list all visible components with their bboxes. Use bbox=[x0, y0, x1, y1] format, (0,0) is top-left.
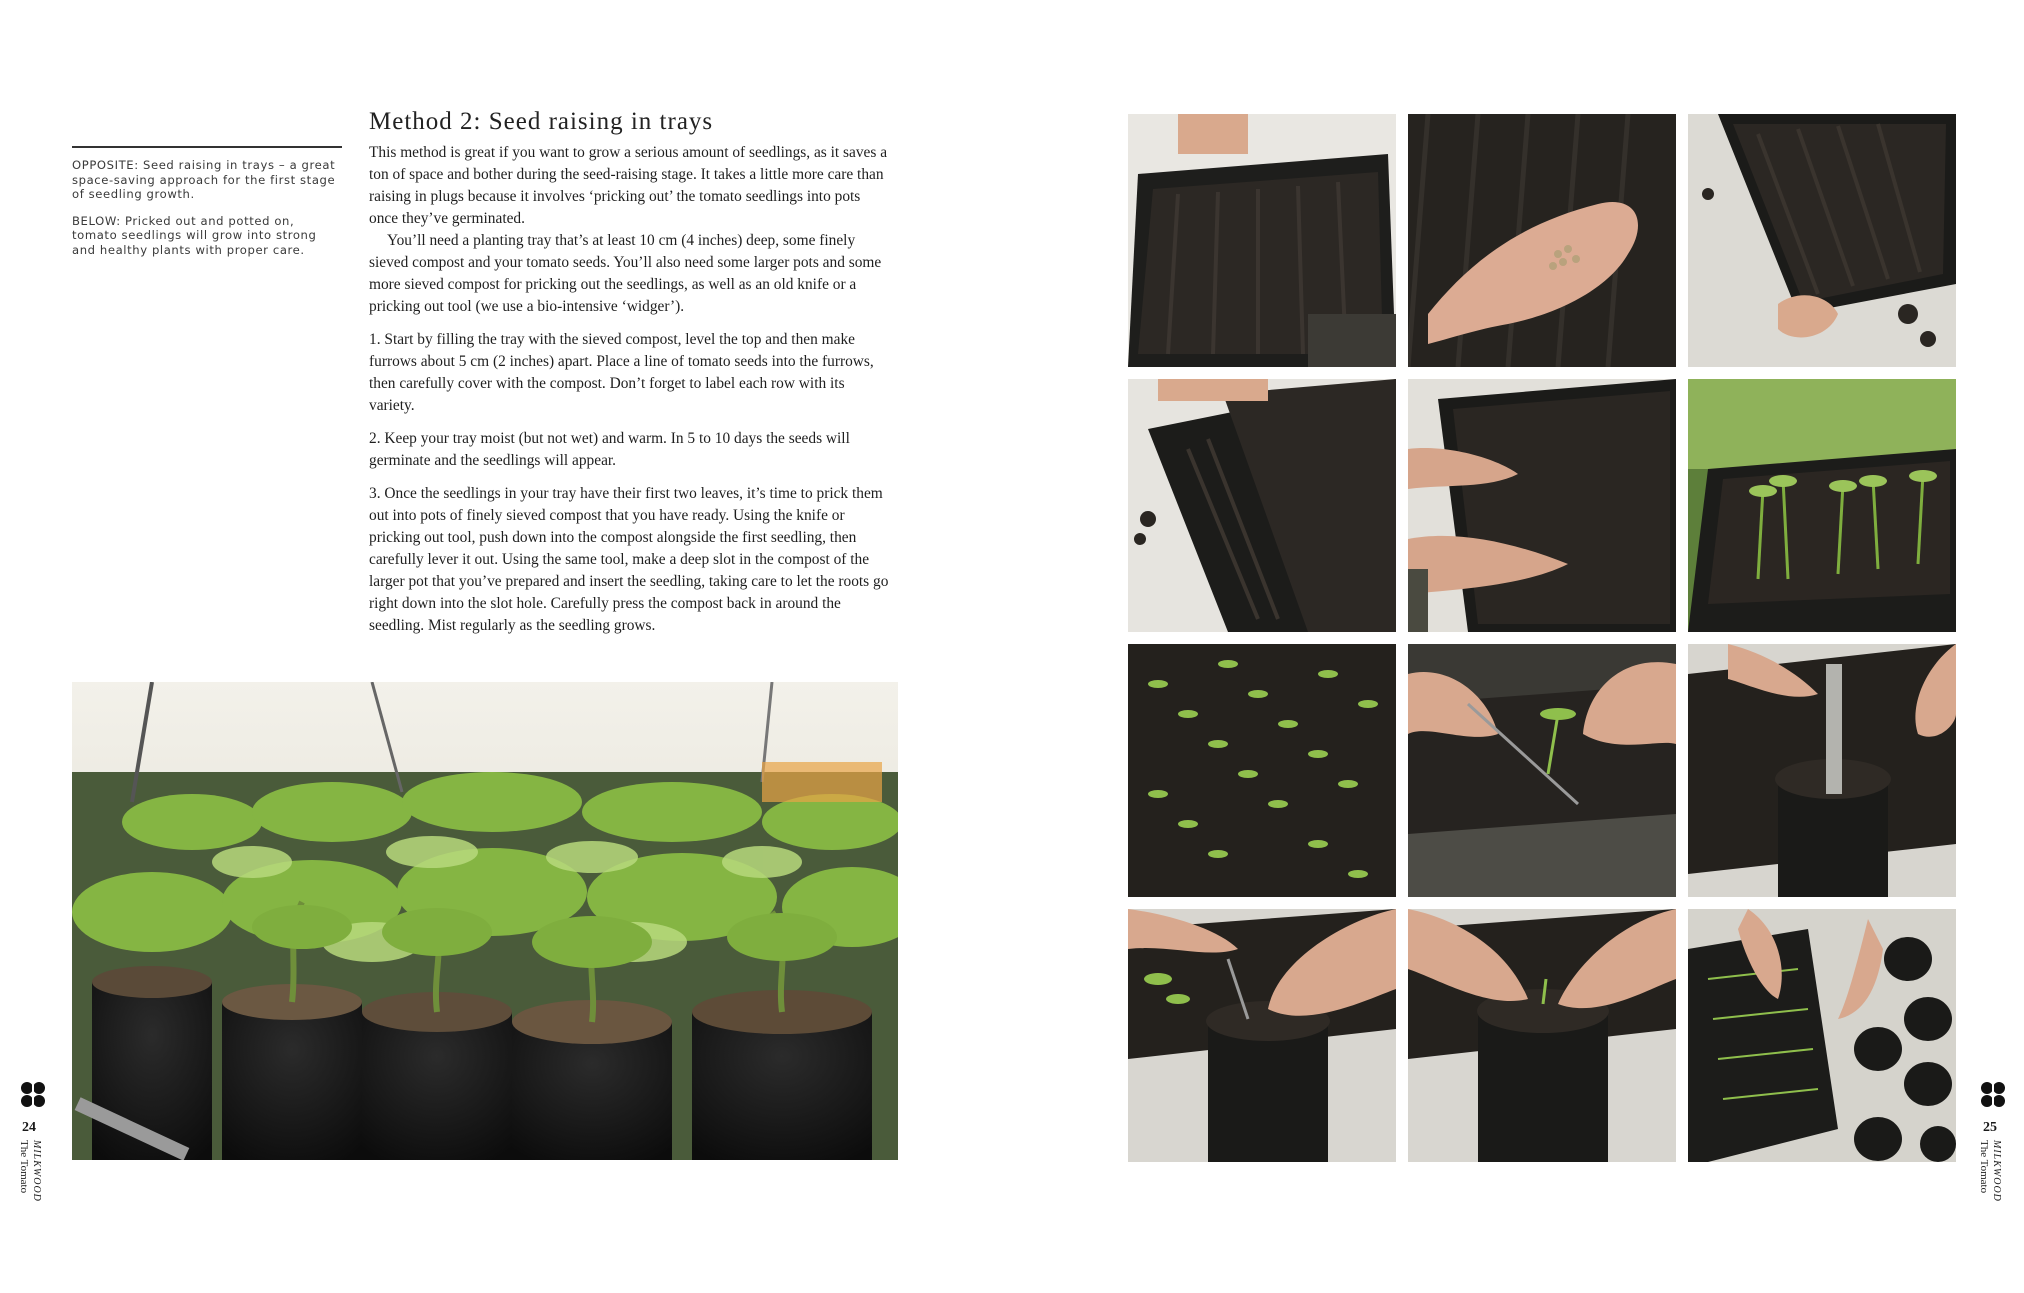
page-number-right: 25 bbox=[1983, 1120, 1997, 1135]
book-title: The Tomato bbox=[18, 1140, 30, 1194]
section-heading: Method 2: Seed raising in trays bbox=[369, 108, 714, 135]
photo-captions bbox=[72, 158, 340, 270]
widger-in-pot-photo bbox=[1688, 644, 1956, 897]
tray-leveling-photo bbox=[1128, 114, 1396, 367]
planting-seedling-photo bbox=[1128, 909, 1396, 1162]
pricking-out-photo bbox=[1408, 644, 1676, 897]
hand-holding-seeds-photo bbox=[1408, 114, 1676, 367]
tray-edge-photo bbox=[1128, 379, 1396, 632]
page-number-left: 24 bbox=[22, 1120, 36, 1135]
body-text bbox=[369, 142, 893, 637]
brand-name: MILKWOOD bbox=[1991, 1140, 2002, 1202]
seedlings-in-tray-photo bbox=[1688, 379, 1956, 632]
running-footer-left bbox=[18, 1140, 42, 1202]
materials-paragraph: You’ll need a planting tray that’s at least 10 cm (4 inches) deep, some finely sieved compost and your tomato seeds. You’ll also need some larger pots and some more sieved compost for pricking out the seedlings, as well as an old knife or a pricking out tool (we use a bio-intensive ‘widger’). bbox=[369, 232, 882, 315]
caption-rule bbox=[72, 146, 342, 148]
brand-name: MILKWOOD bbox=[31, 1140, 42, 1202]
potted-seedlings-photo bbox=[72, 682, 898, 1160]
caption-opposite: OPPOSITE: Seed raising in trays – a great space-saving approach for the first stage of seedling growth. bbox=[72, 158, 336, 202]
book-title: The Tomato bbox=[1978, 1140, 1990, 1194]
pressing-seedling-photo bbox=[1408, 909, 1676, 1162]
running-footer-right bbox=[1978, 1140, 2002, 1202]
seedling-rows-photo bbox=[1128, 644, 1396, 897]
step-3: 3. Once the seedlings in your tray have their first two leaves, it’s time to prick them out into pots of finely sieved compost that you have ready. Using the knife or pricking out tool, push down into the compost alongside the first seedling, then carefully lever it out. Using the same tool, make a deep slot in the compost of the larger pot that you’ve prepared and insert the seedling, taking care to let the roots go right down into the slot hole. Carefully press the compost back in around the seedling. Mist regularly as the seedling grows. bbox=[369, 485, 889, 634]
tomato-logo-icon bbox=[18, 1078, 48, 1112]
step-2: 2. Keep your tray moist (but not wet) and warm. In 5 to 10 days the seeds will germinate and the seedlings will appear. bbox=[369, 430, 850, 469]
intro-paragraph: This method is great if you want to grow a serious amount of seedlings, as it saves a ton of space and bother during the seed-raising stage. It takes a little more care than raising in plugs because it involves ‘pricking out’ the tomato seedlings into pots once they’ve germinated. bbox=[369, 144, 888, 227]
potted-rows-photo bbox=[1688, 909, 1956, 1162]
tray-furrows-photo bbox=[1688, 114, 1956, 367]
caption-below: BELOW: Pricked out and potted on, tomato seedlings will grow into strong and healthy plants with proper care. bbox=[72, 213, 317, 257]
step-1: 1. Start by filling the tray with the sieved compost, level the top and then make furrows about 5 cm (2 inches) apart. Place a line of tomato seeds into the furrows, then carefully cover with the compost. Don’t forget to label each row with its variety. bbox=[369, 331, 874, 414]
tomato-logo-icon bbox=[1978, 1078, 2008, 1112]
hands-pressing-compost-photo bbox=[1408, 379, 1676, 632]
